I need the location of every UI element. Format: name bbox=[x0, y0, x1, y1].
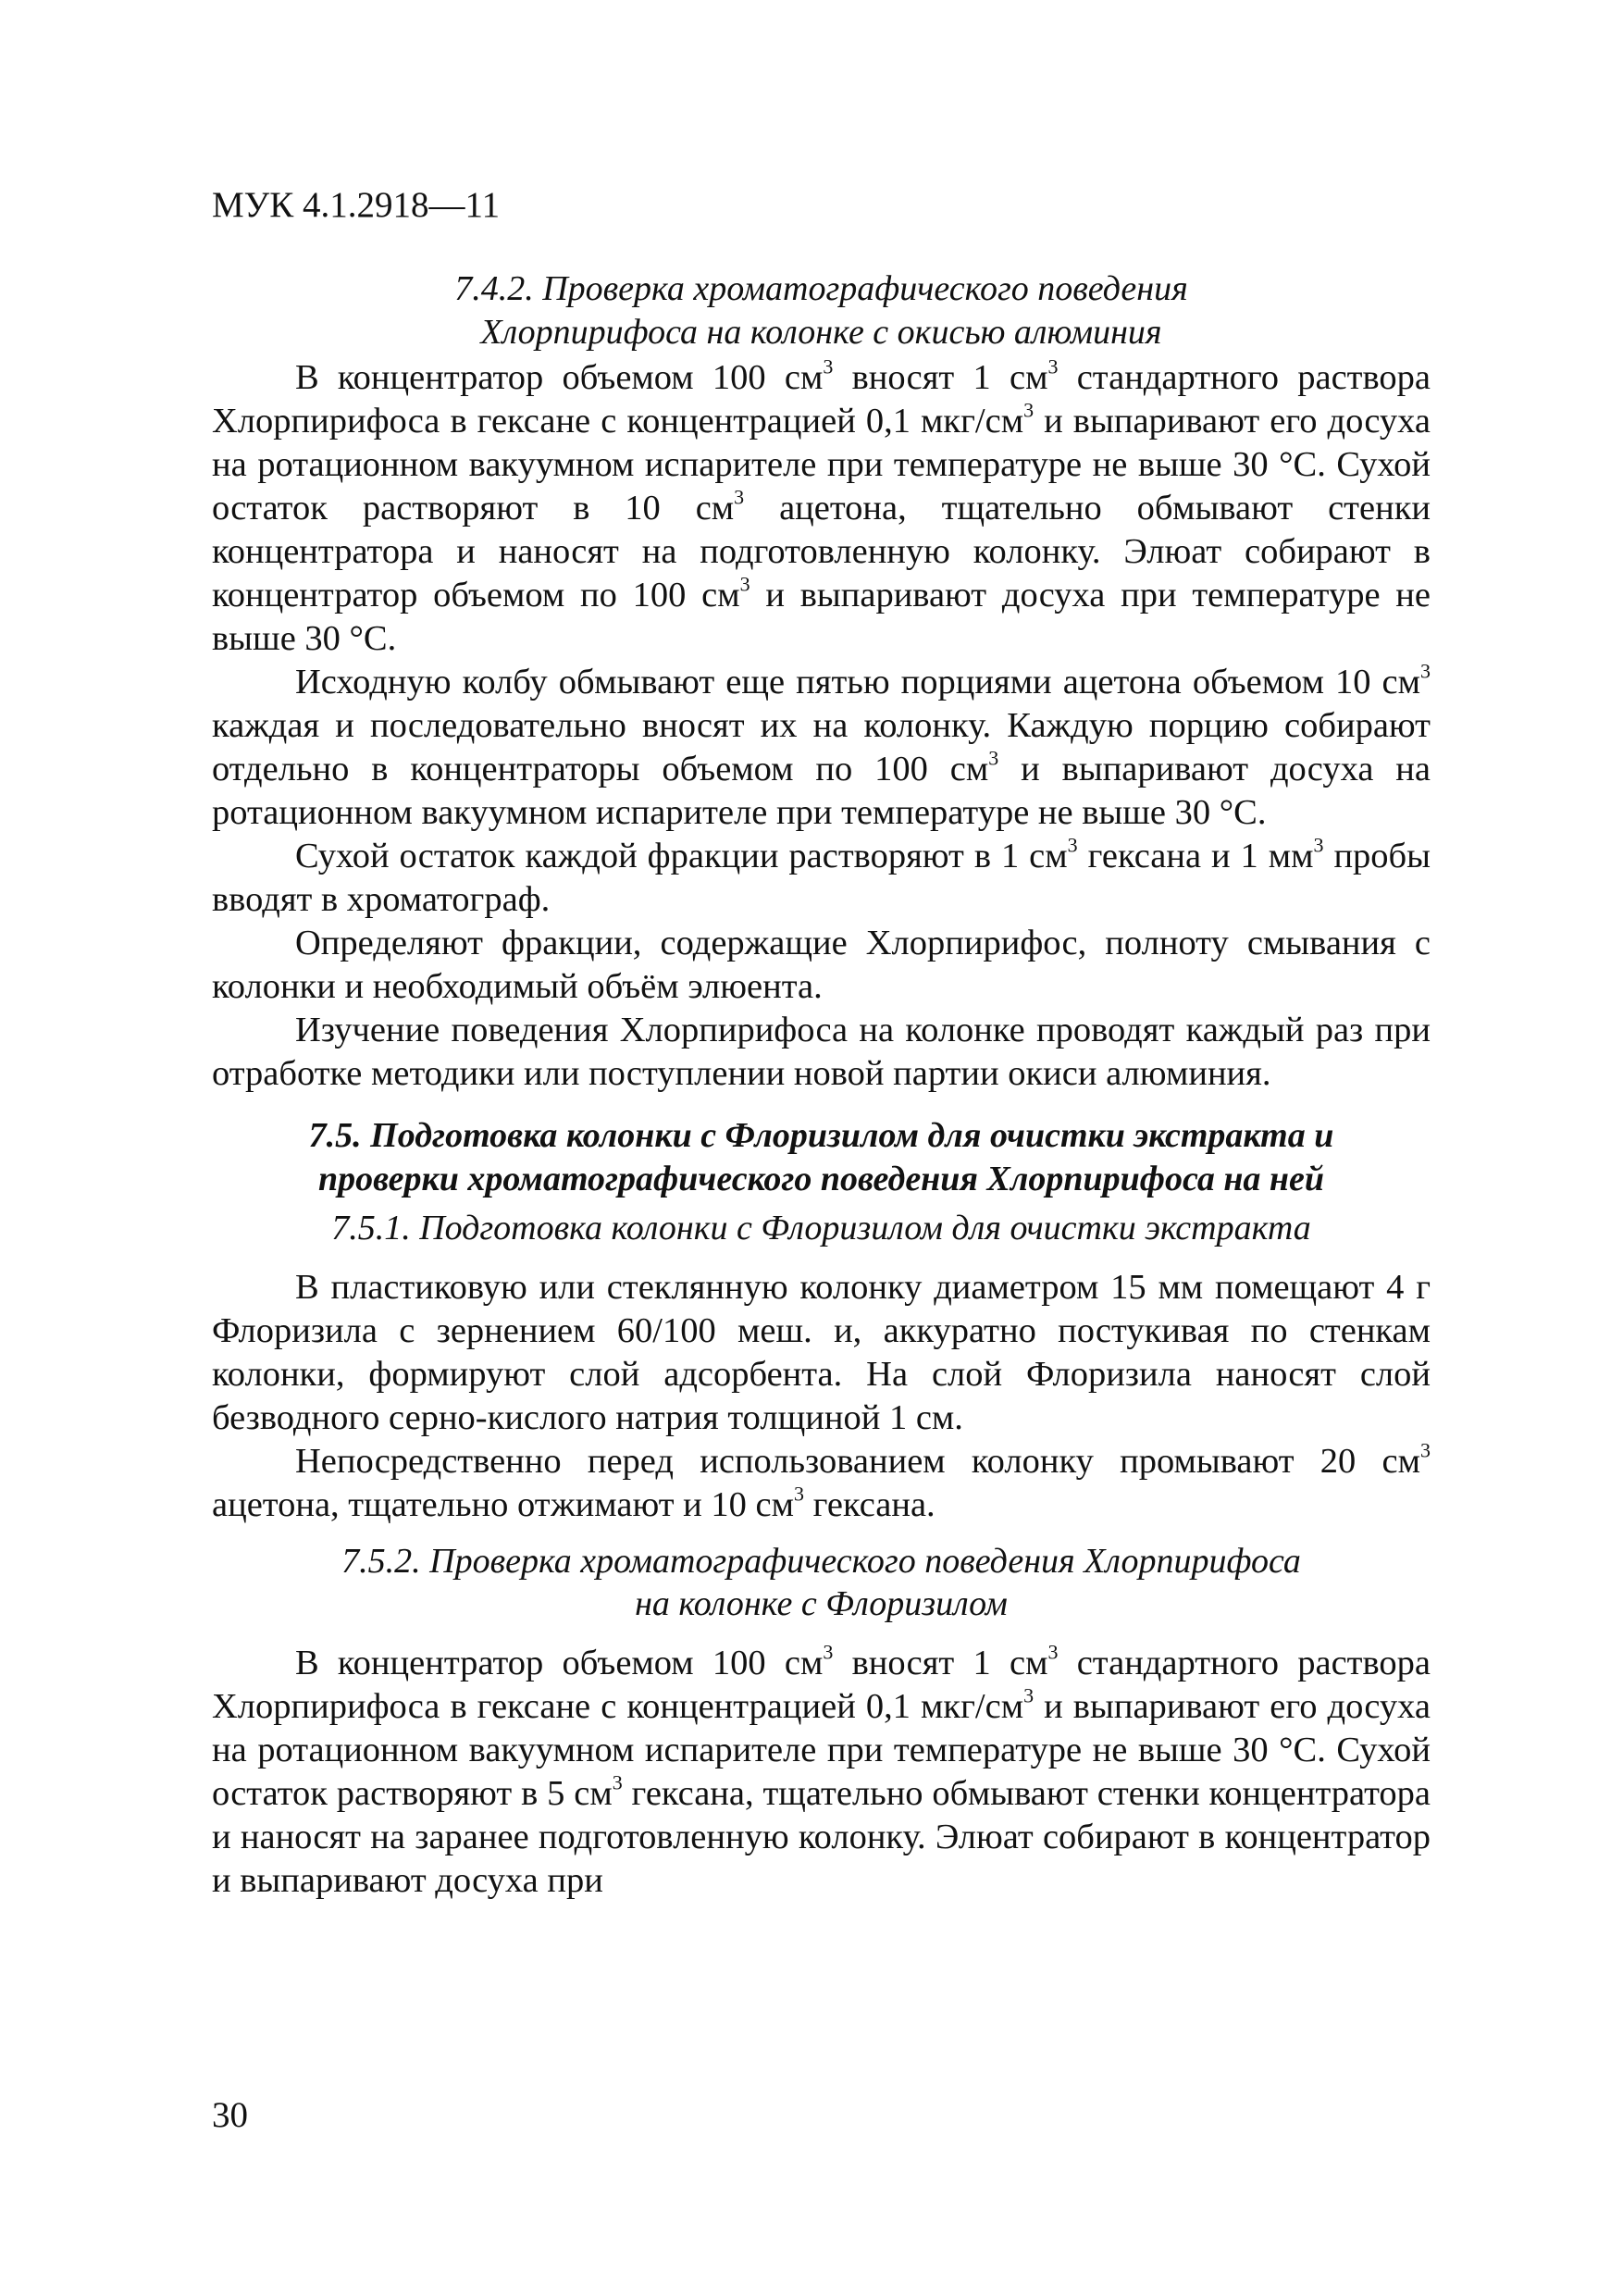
heading-line: 7.5. Подготовка колонки с Флоризилом для очистки экстракта и bbox=[308, 1116, 1334, 1155]
paragraph: Изучение поведения Хлорпирифоса на колонке проводят каждый раз при отработке методики или поступлении новой партии окиси алюминия. bbox=[212, 1011, 1431, 1093]
paragraph: В концентратор объемом 100 $см^3$ вносят 1 $см^3$ стандартного раствора Хлорпирифоса в гексане с концентрацией 0,1 мкг/$см^3$ и выпаривают его досуха на ротационном вакуумном испарителе при температуре не выше 30 °С. Сухой остаток растворяют в 10 $см^3$ ацетона, тщательно обмывают стенки концентратора и наносят на подготовленную колонку. Элюат собирают в концентратор объемом по 100 $см^3$ и выпаривают досуха при температуре не выше 30 °С. bbox=[212, 354, 1431, 658]
subsection-heading-7-5-2 bbox=[212, 1540, 1431, 1626]
subsection-heading-7-5-1 bbox=[212, 1207, 1431, 1250]
heading-line: Хлорпирифоса на колонке с окисью алюминия bbox=[480, 312, 1162, 352]
spacer bbox=[212, 1253, 1431, 1266]
heading-line: 7.4.2. Проверка хроматографического поведения bbox=[454, 269, 1188, 308]
heading-line: проверки хроматографического поведения Хлорпирифоса на ней bbox=[317, 1160, 1325, 1198]
spacer bbox=[212, 1527, 1431, 1540]
section-heading-7-5 bbox=[212, 1114, 1431, 1201]
paragraph: В пластиковую или стеклянную колонку диаметром 15 мм помещают 4 г Флоризила с зернением 60/100 меш. и, аккуратно постукивая по стенкам колонки, формируют слой адсорбента. На слой Флоризила наносят слой безводного серно-кислого натрия толщиной 1 см. bbox=[212, 1267, 1431, 1437]
heading-line: 7.5.2. Проверка хроматографического поведения Хлорпирифоса bbox=[341, 1541, 1301, 1581]
paragraph: Определяют фракции, содержащие Хлорпирифос, полноту смывания с колонки и необходимый объём элюента. bbox=[212, 924, 1431, 1006]
heading-line: 7.5.1. Подготовка колонки с Флоризилом для очистки экстракта bbox=[331, 1209, 1311, 1247]
spacer bbox=[212, 1629, 1431, 1642]
paragraph: Исходную колбу обмывают еще пятью порциями ацетона объемом 10 $см^3$ каждая и последовательно вносят их на колонку. Каждую порцию собирают отдельно в концентраторы объемом по 100 $см^3$ и выпаривают досуха на ротационном вакуумном испарителе при температуре не выше 30 °С. bbox=[212, 659, 1431, 832]
page-body bbox=[212, 267, 1431, 1903]
paragraph: В концентратор объемом 100 $см^3$ вносят 1 $см^3$ стандартного раствора Хлорпирифоса в гексане с концентрацией 0,1 мкг/$см^3$ и выпаривают его досуха на ротационном вакуумном испарителе при температуре не выше 30 °С. Сухой остаток растворяют в 5 $см^3$ гексана, тщательно обмывают стенки концентратора и наносят на заранее подготовленную колонку. Элюат собирают в концентратор и выпаривают досуха при bbox=[212, 1640, 1431, 1900]
paragraph: Непосредственно перед использованием колонку промывают 20 $см^3$ ацетона, тщательно отжимают и 10 $см^3$ гексана. bbox=[212, 1438, 1431, 1524]
page-number: 30 bbox=[212, 2095, 248, 2135]
subsection-heading-7-4-2 bbox=[212, 267, 1431, 354]
heading-line: на колонке с Флоризилом bbox=[635, 1584, 1008, 1623]
paragraph: Сухой остаток каждой фракции растворяют в 1 $см^3$ гексана и 1 $мм^3$ пробы вводят в хроматограф. bbox=[212, 833, 1431, 919]
running-header: МУК 4.1.2918—11 bbox=[212, 185, 501, 225]
spacer bbox=[212, 1096, 1431, 1114]
